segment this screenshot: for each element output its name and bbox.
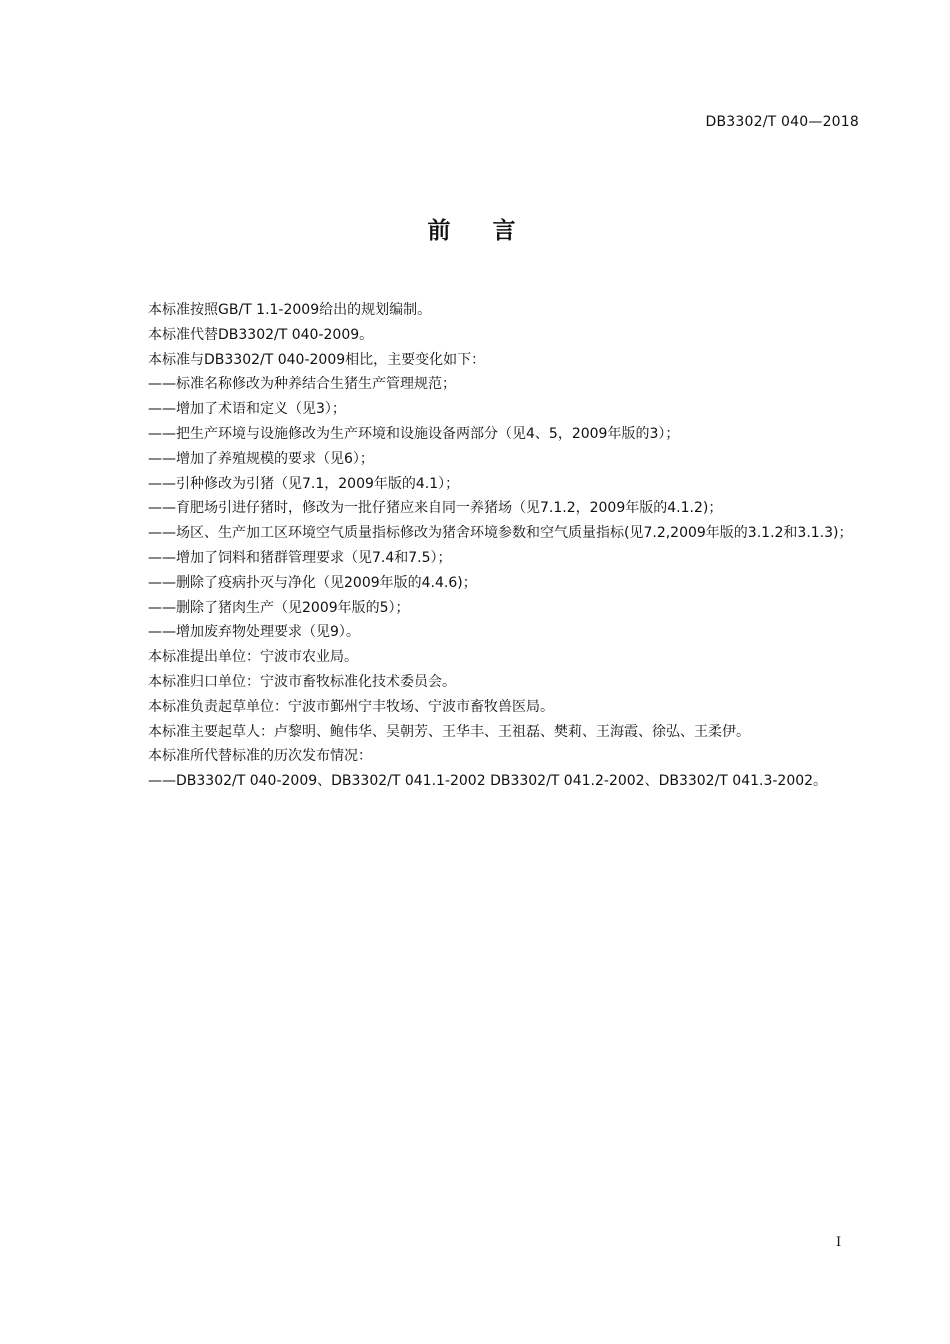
change-item: ——场区、生产加工区环境空气质量指标修改为猪舍环境参数和空气质量指标(见7.2,2009年版的3.1.2和3.1.3)； [148, 525, 853, 542]
change-item: ——把生产环境与设施修改为生产环境和设施设备两部分（见4、5，2009年版的3）； [148, 425, 680, 442]
paragraph-changes-intro: 本标准与DB3302/T 040-2009相比，主要变化如下： [148, 351, 486, 368]
change-item: ——引种修改为引猪（见7.1，2009年版的4.1）； [148, 475, 460, 492]
change-item: ——增加了养殖规模的要求（见6）； [148, 450, 374, 467]
history-item: ——DB3302/T 040-2009、DB3302/T 041.1-2002 DB3302/T 041.2-2002、DB3302/T 041.3-2002。 [148, 773, 828, 790]
change-item: ——增加了术语和定义（见3）； [148, 401, 346, 418]
foreword-body [115, 298, 865, 794]
page-number: I [836, 1235, 842, 1250]
change-item: ——标准名称修改为种养结合生猪生产管理规范； [148, 376, 456, 393]
paragraph-history-intro: 本标准所代替标准的历次发布情况： [148, 748, 372, 765]
page-title: 前 言 [427, 218, 533, 244]
change-item: ——增加了饲料和猪群管理要求（见7.4和7.5）； [148, 549, 452, 566]
paragraph-drafting-unit: 本标准负责起草单位：宁波市鄞州宁丰牧场、宁波市畜牧兽医局。 [148, 698, 554, 715]
change-item: ——育肥场引进仔猪时，修改为一批仔猪应来自同一养猪场（见7.1.2，2009年版的4.1.2)； [148, 500, 723, 517]
paragraph-basis: 本标准按照GB/T 1.1-2009给出的规划编制。 [148, 302, 432, 318]
document-code: DB3302/T 040—2018 [705, 114, 859, 130]
change-item: ——增加废弃物处理要求（见9）。 [148, 624, 360, 641]
change-item: ——删除了猪肉生产（见2009年版的5）； [148, 599, 410, 616]
paragraph-proposer: 本标准提出单位：宁波市农业局。 [148, 649, 358, 666]
paragraph-administrator: 本标准归口单位：宁波市畜牧标准化技术委员会。 [148, 673, 456, 690]
paragraph-drafters: 本标准主要起草人：卢黎明、鲍伟华、吴朝芳、王华丰、王祖磊、樊莉、王海霞、徐弘、王柔伊。 [148, 723, 750, 740]
change-item: ——删除了疫病扑灭与净化（见2009年版的4.4.6)； [148, 574, 477, 591]
paragraph-replaces: 本标准代替DB3302/T 040-2009。 [148, 326, 374, 343]
